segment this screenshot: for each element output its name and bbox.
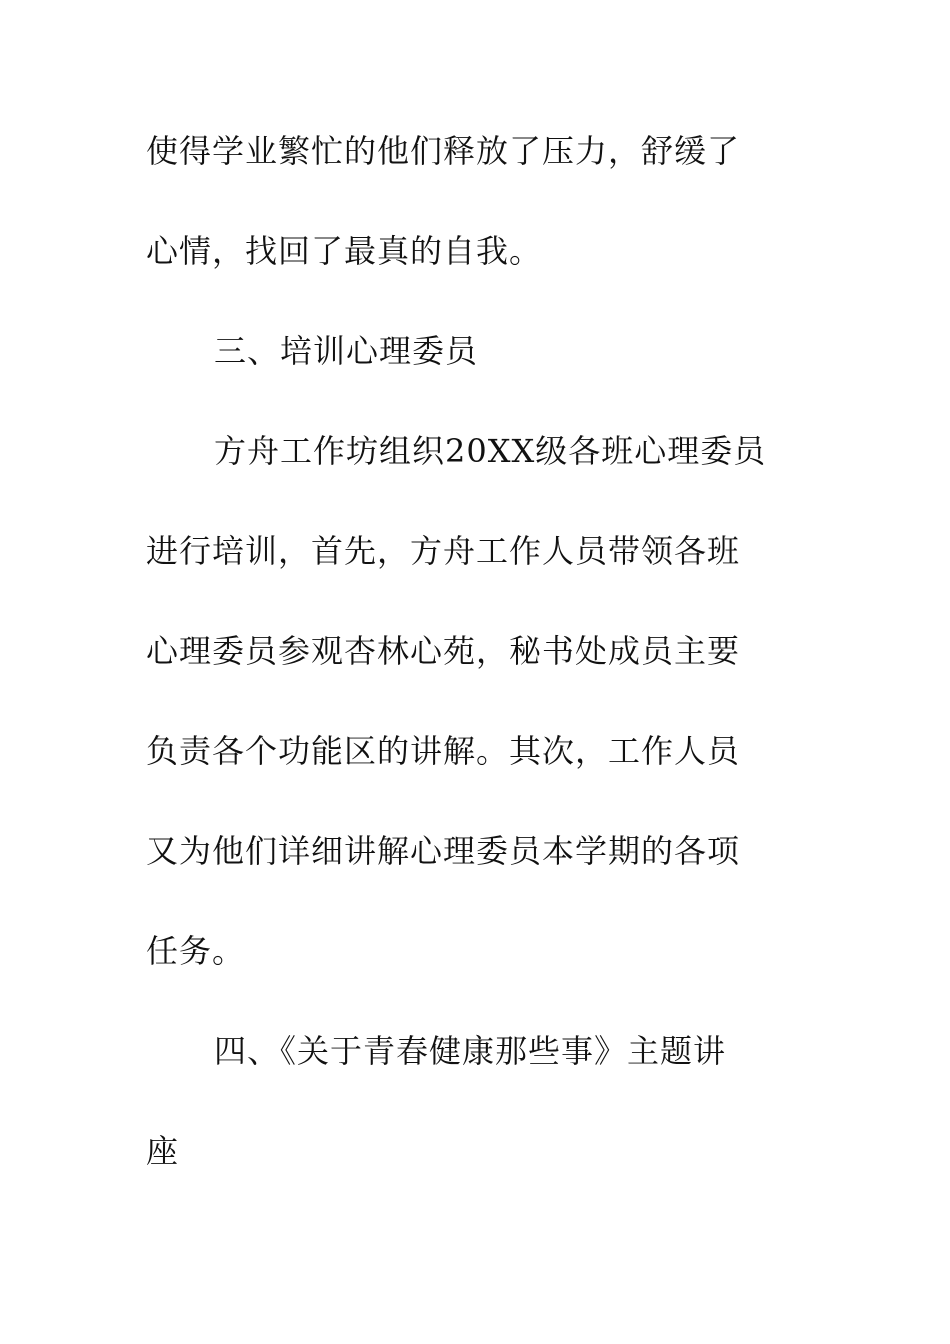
paragraph-line: 心理委员参观杏林心苑，秘书处成员主要 [146,632,741,670]
section-heading: 四、《关于青春健康那些事》主题讲 [214,1032,727,1070]
paragraph-line: 进行培训，首先，方舟工作人员带领各班 [146,532,741,570]
paragraph-line: 又为他们详细讲解心理委员本学期的各项 [146,832,741,870]
paragraph-line: 负责各个功能区的讲解。其次，工作人员 [146,732,741,770]
section-heading: 三、培训心理委员 [214,332,479,370]
section-heading-continuation: 座 [146,1132,180,1170]
paragraph-line: 使得学业繁忙的他们释放了压力，舒缓了 [146,132,741,170]
paragraph-line: 心情，找回了最真的自我。 [146,232,543,270]
paragraph-line: 方舟工作坊组织20XX级各班心理委员 [214,432,767,470]
paragraph-line: 任务。 [146,932,246,970]
